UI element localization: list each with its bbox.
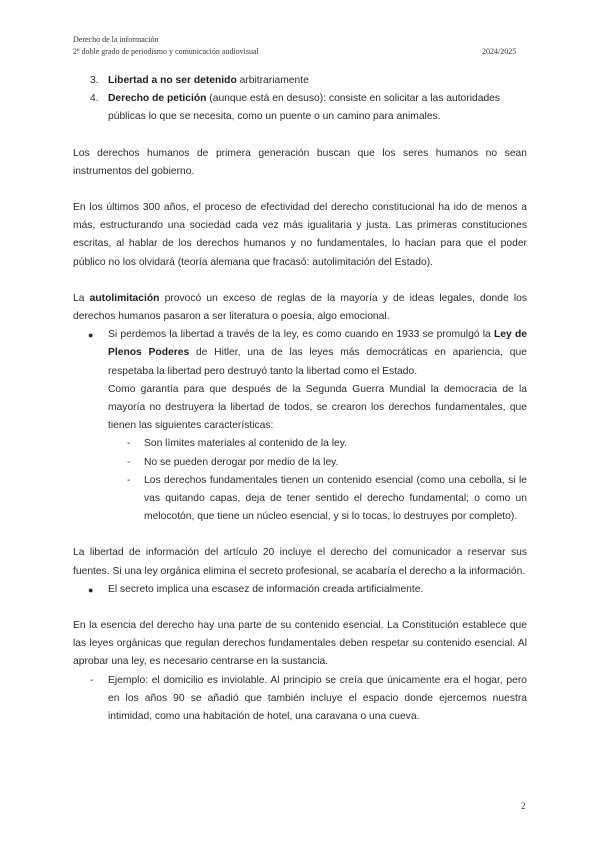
paragraph-text: La — [73, 292, 90, 304]
bullet-item — [73, 581, 527, 599]
bullet-text-part: Si perdemos la libertad a través de la ley, es como cuando en 1933 se promulgó la — [108, 329, 495, 341]
document-body — [73, 72, 527, 726]
sub-list-text: Son límites materiales al contenido de la ley. — [144, 438, 347, 450]
dash-text: Ejemplo: el domicilio es inviolable. Al principio se creía que únicamente era el hogar, pero en los años 90 se añadió que también incluye el espacio donde ejercemos nuestra intimidad, como una habitación de hotel, una caravana o una cueva. — [108, 674, 527, 723]
paragraph-bold: autolimitación — [89, 292, 160, 304]
list-item-title: Derecho de petición — [108, 93, 207, 105]
bullet-continuation: Como garantía para que después de la Segunda Guerra Mundial la democracia de la mayoría no destruyera la libertad de todos, se crearon los derechos fundamentales, que tienen las siguientes características: — [108, 383, 527, 432]
sub-list-item — [73, 435, 527, 453]
list-number: 4. — [90, 93, 99, 105]
paragraph — [73, 290, 527, 326]
paragraph: En los últimos 300 años, el proceso de efectividad del derecho constitucional ha ido de menos a más, estructurando una sociedad cada vez más igualitaria y justa. Las primeras constituciones escritas, al hablar de los derechos humanos y no fundamentales, lo hacían para que el poder público no los olvidará (teoría alemana que fracasó: autolimitación del Estado). — [73, 202, 527, 268]
sub-list-text: Los derechos fundamentales tienen un contenido esencial (como una cebolla, si le vas quitando capas, deja de tener sentido el derecho fundamental; o como un melocotón, que tiene un núcleo esencial, y si lo tocas, lo destruyes por completo). — [144, 474, 527, 523]
header-course: Derecho de la información — [73, 35, 159, 44]
bullet-marker: ● — [88, 330, 94, 341]
list-item — [73, 90, 527, 126]
paragraph: La libertad de información del artículo 20 incluye el derecho del comunicador a reservar sus fuentes. Si una ley orgánica elimina el secreto profesional, se acabaría el derecho a la información. — [73, 547, 527, 577]
bullet-text — [108, 326, 527, 381]
dash-marker: - — [90, 674, 94, 686]
list-item-text: arbitrariamente — [236, 75, 309, 86]
sub-list-item — [73, 454, 527, 472]
list-item-title: Libertad a no ser detenido — [108, 75, 237, 86]
bullet-bold: Ley de Plenos Poderes — [108, 329, 527, 359]
dash-item — [73, 672, 527, 727]
bullet-marker: ● — [88, 584, 94, 595]
paragraph-text: provocó un exceso de reglas de la mayoría y de ideas legales, donde los derechos humanos pasaron a ser literatura o poesía, algo emocional. — [73, 292, 527, 323]
paragraph: Los derechos humanos de primera generación buscan que los seres humanos no sean instrumentos del gobierno. — [73, 147, 527, 177]
sub-list-item — [73, 472, 527, 527]
header-year: 2024/2025 — [482, 47, 517, 56]
dash-marker: - — [127, 438, 131, 450]
header-degree: 2º doble grado de periodismo y comunicación audiovisual — [73, 47, 259, 56]
list-item — [73, 72, 527, 90]
dash-marker: - — [127, 474, 131, 486]
list-item-text: (aunque está en desuso): consiste en solicitar a las autoridades públicas lo que se necesita, como un puente o un camino para animales. — [108, 93, 501, 123]
page-number: 2 — [521, 801, 526, 811]
paragraph: En la esencia del derecho hay una parte de su contenido esencial. La Constitución establece que las leyes orgánicas que regulan derechos fundamentales deben respetar su contenido esencial. Al aprobar una ley, es necesario centrarse en la sustancia. — [73, 620, 527, 668]
bullet-text: El secreto implica una escasez de información creada artificialmente. — [108, 583, 424, 595]
dash-marker: - — [127, 456, 131, 468]
bullet-item — [73, 326, 527, 381]
list-number: 3. — [90, 75, 99, 86]
sub-list-text: No se pueden derogar por medio de la ley. — [144, 456, 339, 468]
bullet-text-part: de Hitler, una de las leyes más democráticas en apariencia, que respetaba la libertad pero destruyó tanto la libertad como el Estado. — [108, 347, 527, 377]
